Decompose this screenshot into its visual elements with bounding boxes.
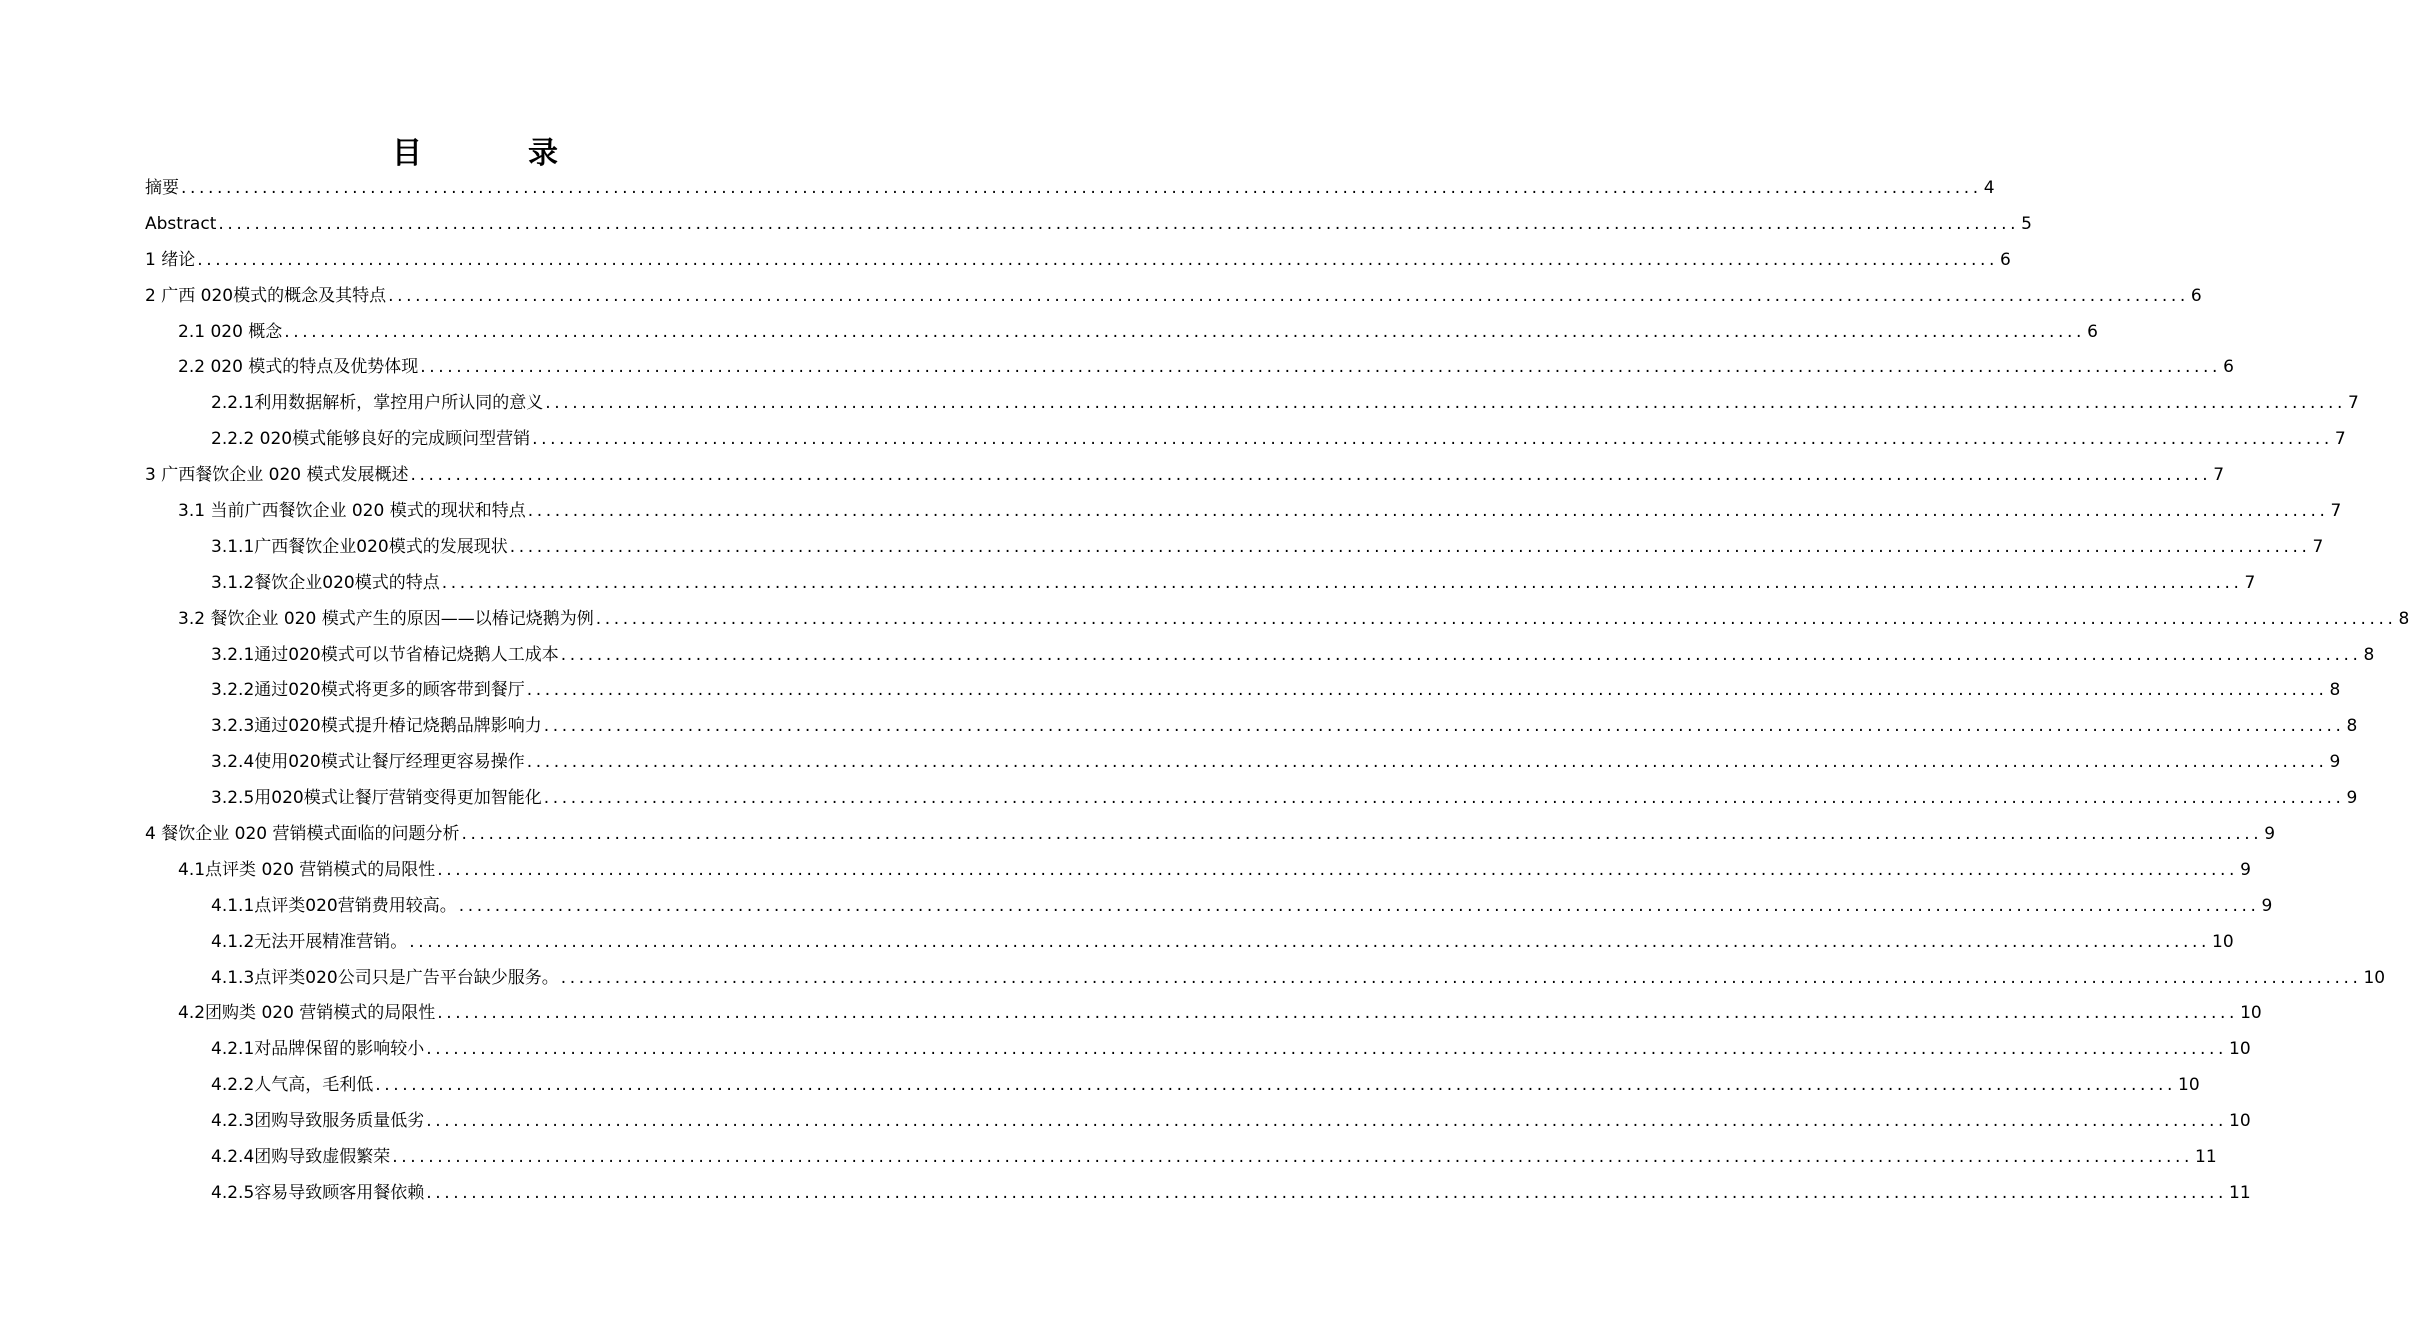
toc-entry-text: 3.2.2通过020模式将更多的顾客带到餐厅 xyxy=(211,680,525,701)
dot-leader: ........................................................................................................................................................................................................ xyxy=(197,249,1998,270)
toc-entry-text: 4.1.1点评类020营销费用较高。 xyxy=(211,895,457,916)
page-title: 目 录 xyxy=(392,136,596,171)
toc-entry-text: 3.2.1通过020模式可以节省椿记烧鹅人工成本 xyxy=(211,644,559,665)
toc-entry[interactable] xyxy=(145,565,2256,601)
toc-entry-text: 4.2.3团购导致服务质量低劣 xyxy=(211,1111,425,1132)
toc-entry-text: 2.1 020 概念 xyxy=(178,321,283,342)
dot-leader: ........................................................................................................................................................................................................ xyxy=(426,1182,2228,1203)
toc-entry-text: 2.2 020 模式的特点及优势体现 xyxy=(178,357,419,378)
toc-page-number: 9 xyxy=(2240,859,2251,880)
toc-entry[interactable] xyxy=(145,1175,2251,1211)
toc-page-number: 9 xyxy=(2264,823,2276,844)
toc-entry-text: 摘要 xyxy=(145,177,179,198)
dot-leader: ........................................................................................................................................................................................................ xyxy=(392,1146,2194,1167)
dot-leader: ........................................................................................................................................................................................................ xyxy=(458,895,2260,916)
toc-page-number: 10 xyxy=(2229,1039,2251,1060)
toc-entry[interactable] xyxy=(145,637,2375,673)
toc-page-number: 7 xyxy=(2348,393,2359,414)
toc-page-number: 8 xyxy=(2363,644,2375,665)
toc-entry-text: 3.2.5用020模式让餐厅营销变得更加智能化 xyxy=(211,788,542,809)
toc-entry-text: 2.2.1利用数据解析，掌控用户所认同的意义 xyxy=(211,393,544,414)
toc-entry[interactable] xyxy=(145,385,2359,421)
toc-entry[interactable] xyxy=(145,1139,2217,1175)
toc-page-number: 10 xyxy=(2212,931,2234,952)
toc-entry[interactable] xyxy=(145,780,2358,816)
toc-entry[interactable] xyxy=(145,1031,2251,1067)
dot-leader: ........................................................................................................................................................................................................ xyxy=(218,213,2020,234)
toc-entry-text: 3.2 餐饮企业 020 模式产生的原因——以椿记烧鹅为例 xyxy=(178,608,594,629)
toc-entry-text: 3.2.4使用020模式让餐厅经理更容易操作 xyxy=(211,752,525,773)
toc-page-number: 4 xyxy=(1983,177,1995,198)
toc-entry-text: 4.2.4团购导致虚假繁荣 xyxy=(211,1146,391,1167)
toc-entry-text: Abstract xyxy=(145,213,217,234)
toc-entry-text: 1 绪论 xyxy=(145,249,196,270)
dot-leader: ........................................................................................................................................................................................................ xyxy=(181,177,1982,198)
toc-entry-text: 2 广西 020模式的概念及其特点 xyxy=(145,285,387,306)
toc-entry[interactable] xyxy=(145,457,2225,493)
table-of-contents xyxy=(145,170,2409,1211)
toc-entry[interactable] xyxy=(145,601,2409,637)
toc-page-number: 10 xyxy=(2240,1003,2262,1024)
dot-leader: ........................................................................................................................................................................................................ xyxy=(284,321,2086,342)
dot-leader: ........................................................................................................................................................................................................ xyxy=(388,285,2189,306)
toc-entry[interactable] xyxy=(145,242,2011,278)
dot-leader: ........................................................................................................................................................................................................ xyxy=(420,357,2222,378)
toc-entry[interactable] xyxy=(145,1103,2251,1139)
toc-entry[interactable] xyxy=(145,278,2202,314)
toc-entry[interactable] xyxy=(145,708,2358,744)
toc-entry[interactable] xyxy=(145,924,2234,960)
toc-entry-text: 4.1点评类 020 营销模式的局限性 xyxy=(178,859,436,880)
toc-entry[interactable] xyxy=(145,529,2324,565)
dot-leader: ........................................................................................................................................................................................................ xyxy=(441,572,2243,593)
toc-entry[interactable] xyxy=(145,206,2032,242)
toc-page-number: 11 xyxy=(2195,1146,2217,1167)
toc-entry-text: 2.2.2 020模式能够良好的完成顾问型营销 xyxy=(211,429,531,450)
dot-leader: ........................................................................................................................................................................................................ xyxy=(437,859,2239,880)
toc-page-number: 6 xyxy=(2000,249,2011,270)
toc-entry[interactable] xyxy=(145,852,2251,888)
toc-entry-text: 3.1.1广西餐饮企业020模式的发展现状 xyxy=(211,536,508,557)
dot-leader: ........................................................................................................................................................................................................ xyxy=(526,752,2328,773)
toc-entry[interactable] xyxy=(145,672,2341,708)
toc-entry-text: 4.2团购类 020 营销模式的局限性 xyxy=(178,1003,436,1024)
toc-entry[interactable] xyxy=(145,816,2276,852)
dot-leader: ........................................................................................................................................................................................................ xyxy=(410,465,2212,486)
toc-page-number: 7 xyxy=(2312,536,2324,557)
dot-leader: ........................................................................................................................................................................................................ xyxy=(543,788,2345,809)
dot-leader: ........................................................................................................................................................................................................ xyxy=(426,1039,2228,1060)
dot-leader: ........................................................................................................................................................................................................ xyxy=(560,644,2362,665)
dot-leader: ........................................................................................................................................................................................................ xyxy=(509,536,2311,557)
dot-leader: ........................................................................................................................................................................................................ xyxy=(527,500,2329,521)
dot-leader: ........................................................................................................................................................................................................ xyxy=(545,393,2347,414)
dot-leader: ........................................................................................................................................................................................................ xyxy=(543,716,2345,737)
dot-leader: ........................................................................................................................................................................................................ xyxy=(437,1003,2239,1024)
toc-page-number: 7 xyxy=(2330,500,2342,521)
toc-page-number: 9 xyxy=(2261,895,2273,916)
toc-page-number: 7 xyxy=(2334,429,2346,450)
toc-entry[interactable] xyxy=(145,744,2341,780)
toc-entry-text: 4.1.3点评类020公司只是广告平台缺少服务。 xyxy=(211,967,559,988)
toc-entry[interactable] xyxy=(145,421,2346,457)
toc-entry-text: 3.2.3通过020模式提升椿记烧鹅品牌影响力 xyxy=(211,716,542,737)
toc-entry[interactable] xyxy=(145,314,2098,350)
toc-entry-text: 4 餐饮企业 020 营销模式面临的问题分析 xyxy=(145,823,460,844)
toc-entry[interactable] xyxy=(145,349,2234,385)
dot-leader: ........................................................................................................................................................................................................ xyxy=(409,931,2211,952)
dot-leader: ........................................................................................................................................................................................................ xyxy=(595,608,2397,629)
toc-page-number: 7 xyxy=(2244,572,2256,593)
toc-page-number: 7 xyxy=(2213,465,2225,486)
dot-leader: ........................................................................................................................................................................................................ xyxy=(526,680,2328,701)
dot-leader: ........................................................................................................................................................................................................ xyxy=(560,967,2362,988)
toc-page-number: 6 xyxy=(2087,321,2098,342)
toc-page-number: 10 xyxy=(2229,1111,2251,1132)
toc-page-number: 10 xyxy=(2178,1075,2200,1096)
toc-page-number: 5 xyxy=(2021,213,2032,234)
dot-leader: ........................................................................................................................................................................................................ xyxy=(532,429,2333,450)
toc-page-number: 6 xyxy=(2223,357,2234,378)
dot-leader: ........................................................................................................................................................................................................ xyxy=(426,1111,2228,1132)
toc-entry-text: 4.2.2人气高，毛利低 xyxy=(211,1075,374,1096)
toc-entry-text: 3.1 当前广西餐饮企业 020 模式的现状和特点 xyxy=(178,500,526,521)
toc-page-number: 11 xyxy=(2229,1182,2251,1203)
toc-page-number: 9 xyxy=(2329,752,2341,773)
toc-entry[interactable] xyxy=(145,960,2386,996)
toc-entry[interactable] xyxy=(145,888,2273,924)
toc-entry-text: 3 广西餐饮企业 020 模式发展概述 xyxy=(145,465,409,486)
toc-entry[interactable] xyxy=(145,493,2342,529)
dot-leader: ........................................................................................................................................................................................................ xyxy=(461,823,2263,844)
toc-entry-text: 4.2.5容易导致顾客用餐依赖 xyxy=(211,1182,425,1203)
dot-leader: ........................................................................................................................................................................................................ xyxy=(375,1075,2177,1096)
toc-entry-text: 4.1.2无法开展精准营销。 xyxy=(211,931,408,952)
toc-entry[interactable] xyxy=(145,995,2262,1031)
toc-page-number: 10 xyxy=(2363,967,2386,988)
toc-entry-text: 4.2.1对品牌保留的影响较小 xyxy=(211,1039,425,1060)
toc-entry[interactable] xyxy=(145,1067,2200,1103)
toc-page-number: 6 xyxy=(2190,285,2202,306)
toc-page-number: 8 xyxy=(2329,680,2341,701)
toc-page-number: 8 xyxy=(2346,716,2358,737)
toc-entry[interactable] xyxy=(145,170,1995,206)
toc-page-number: 8 xyxy=(2398,608,2409,629)
toc-entry-text: 3.1.2餐饮企业020模式的特点 xyxy=(211,572,440,593)
toc-page-number: 9 xyxy=(2346,788,2358,809)
